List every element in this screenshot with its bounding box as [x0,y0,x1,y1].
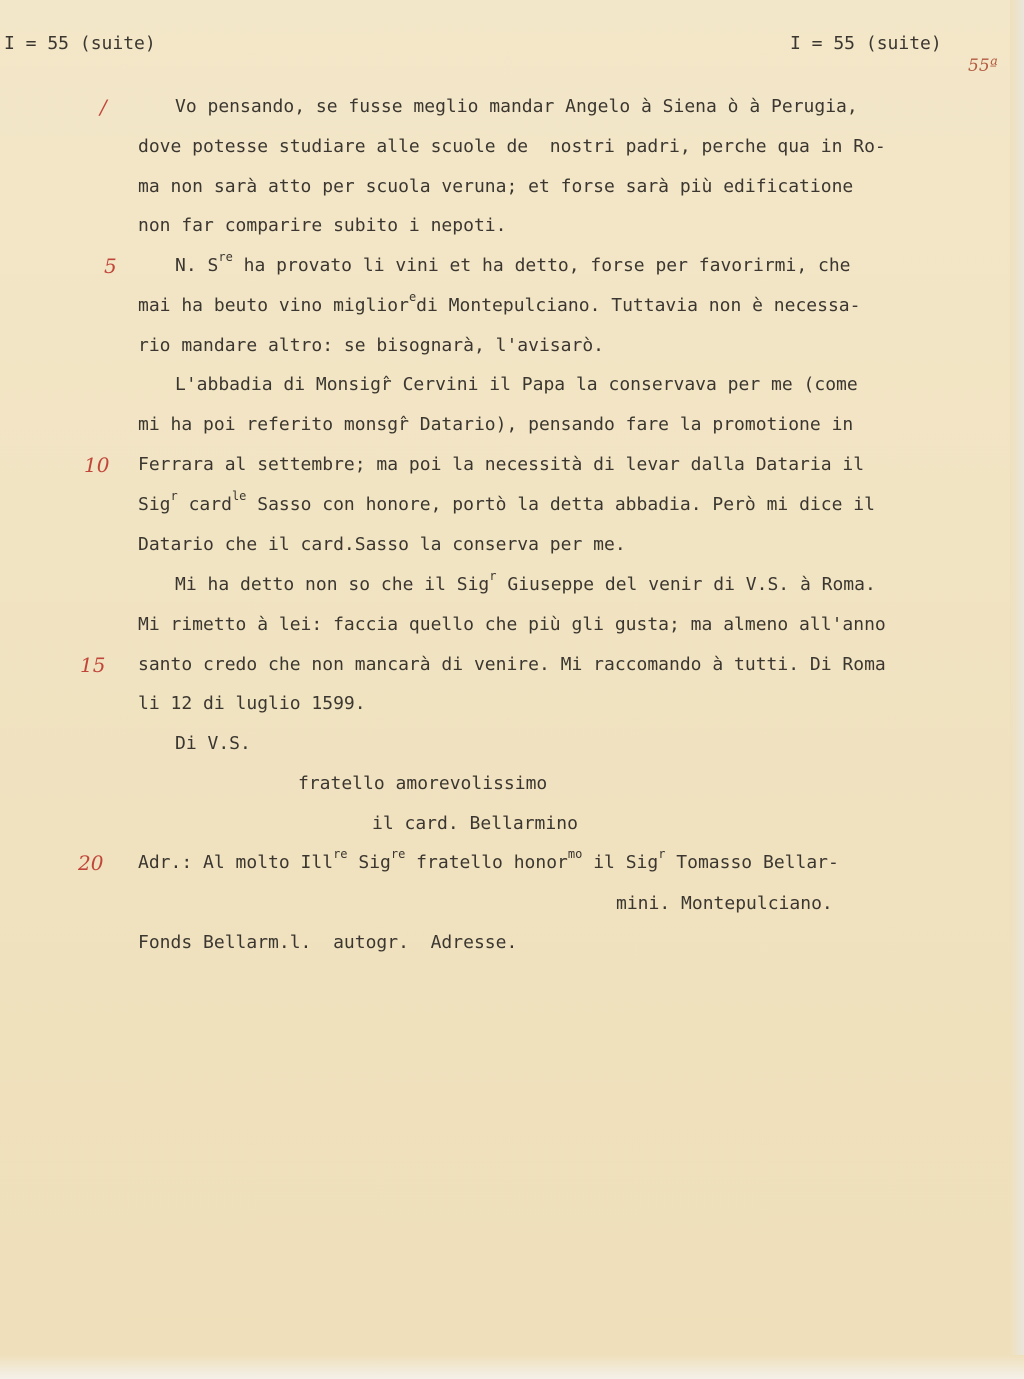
text-line-4: non far comparire subito i nepoti. [138,215,507,236]
text-line-6 [138,290,861,317]
superscript: re [390,847,406,861]
text-segment: Adr.: Al molto Ill [138,852,334,873]
header-right: I = 55 (suite) [790,33,942,54]
text-segment: card [177,494,232,515]
text-line-2: dove potesse studiare alle scuole de nostri padri, perche qua in Ro- [138,136,886,157]
address-line-2: mini. Montepulciano. [616,893,833,914]
text-segment: Sig [347,852,391,873]
superscript: re [218,250,233,264]
header-left: I = 55 (suite) [4,33,156,54]
text-line-16: li 12 di luglio 1599. [138,693,366,714]
text-line-8: L'abbadia di Monsigr̂ Cervini il Papa la conservava per me (come [175,374,858,395]
text-segment: di Montepulciano. Tuttavia non è necessa- [416,295,861,316]
text-segment: ha provato li vini et ha detto, forse per favorirmi, che [232,255,851,276]
superscript: le [231,489,247,503]
margin-number-1: / [100,95,107,119]
text-segment: Tomasso Bellar- [665,852,839,873]
superscript: r [170,489,178,503]
text-line-10: Ferrara al settembre; ma poi la necessità di levar dalla Dataria il [138,454,865,475]
text-line-7: rio mandare altro: se bisognarà, l'avisarò. [138,335,604,356]
text-line-3: ma non sarà atto per scuola veruna; et forse sarà più edificatione [138,176,854,197]
signature: il card. Bellarmino [372,813,578,834]
text-line-15: santo credo che non mancarà di venire. Mi raccomando à tutti. Di Roma [138,654,886,675]
text-segment: Sig [138,494,171,515]
text-segment: Giuseppe del venir di V.S. à Roma. [496,574,876,595]
text-segment: mai ha beuto vino miglior [138,295,409,316]
margin-number-10: 10 [84,453,110,477]
text-line-12: Datario che il card.Sasso la conserva per me. [138,534,626,555]
superscript: r [658,847,666,861]
superscript: e [408,290,417,304]
text-line-1: Vo pensando, se fusse meglio mandar Angelo à Siena ò à Perugia, [175,96,858,117]
text-segment: Mi ha detto non so che il Sig [175,574,490,595]
text-line-11 [138,489,875,516]
superscript: mo [567,847,583,861]
source-note: Fonds Bellarm.l. autogr. Adresse. [138,932,518,953]
salutation: Di V.S. [175,733,251,754]
text-line-5 [175,250,851,277]
text-line-14: Mi rimetto à lei: faccia quello che più gli gusta; ma almeno all'anno [138,614,886,635]
text-segment: fratello honor [405,852,568,873]
margin-number-15: 15 [80,653,106,677]
text-segment: N. S [175,255,219,276]
text-segment: Sasso con honore, portò la detta abbadia. Però mi dice il [246,494,875,515]
address-line-1 [138,847,839,874]
text-segment: il Sig [582,852,659,873]
margin-number-20: 20 [78,851,104,875]
superscript: r [489,569,497,583]
text-line-9: mi ha poi referito monsgr̂ Datario), pensando fare la promotione in [138,414,854,435]
corner-note: 55ª [968,56,998,76]
page-edge-right [1010,0,1024,1379]
closing: fratello amorevolissimo [298,773,548,794]
superscript: re [333,847,348,861]
text-line-13 [175,569,876,596]
margin-number-5: 5 [104,254,117,278]
page-edge-bottom [0,1355,1024,1379]
